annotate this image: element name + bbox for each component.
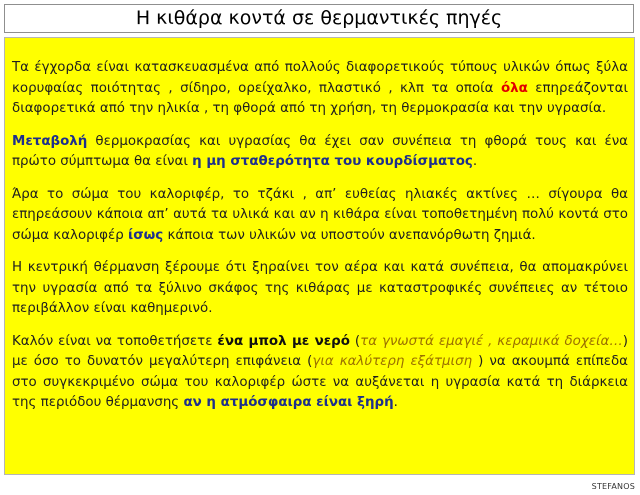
paragraph-materials-text-a: Τα έγχορδα είναι κατασκευασμένα από πολλούς διαφορετικούς τύπους υλικών όπως ξύλα κορυφαίας ποιότητας , σίδηρο, ορείχαλκο, πλαστικό , κλπ τα οποία <box>12 60 628 96</box>
paragraph-bowl-text-d: ) να ακουμπά επίπεδα στο συγκεκριμένο σώμα του καλοριφέρ ώστε να αυξάνεται η υγρασία κατά τη διάρκεια της περιόδου θέρμανσης <box>12 354 628 410</box>
aside-containers: τα γνωστά εμαγιέ , κεραμικά δοχεία… <box>360 333 623 349</box>
paragraph-bowl-text-c: ) με όσο το δυνατόν μεγαλύτερη επιφάνεια ( <box>12 333 628 369</box>
author-signature: STEFANOS <box>591 482 635 491</box>
page-title-text: Η κιθάρα κοντά σε θερμαντικές πηγές <box>135 7 503 29</box>
page-title <box>4 4 634 33</box>
content-panel <box>4 37 635 475</box>
paragraph-heat-text-b: κάποια των υλικών να υποστούν ανεπανόρθωτη ζημιά. <box>163 227 536 243</box>
paragraph-materials <box>12 58 628 120</box>
paragraph-change-text-a: θερμοκρασίας και υγρασίας θα έχει σαν συνέπεια τη φθορά τους και ένα πρώτο σύμπτωμα θα είναι <box>12 133 628 169</box>
paragraph-water-bowl <box>12 332 628 414</box>
aside-evaporation: για καλύτερη εξάτμιση <box>312 354 473 369</box>
highlight-bowl: ένα μπολ με νερό <box>217 333 350 349</box>
highlight-dry-air: αν η ατμόσφαιρα είναι ξηρή <box>183 395 394 410</box>
paragraph-change-text-b: . <box>472 154 478 169</box>
paragraph-central-heating <box>12 258 628 320</box>
paragraph-heat-sources <box>12 185 628 247</box>
paragraph-bowl-text-a: Καλόν είναι να τοποθετήσετε <box>12 333 218 349</box>
highlight-maybe: ίσως <box>128 227 164 243</box>
paragraph-bowl-text-b: ( <box>349 333 361 349</box>
highlight-all: όλα <box>500 80 528 96</box>
highlight-change: Μεταβολή <box>12 133 88 149</box>
paragraph-materials-text-b: επηρεάζονται διαφορετικά από την ηλικία , τη φθορά από τη χρήση, τη θερμοκρασία και την υγρασία. <box>12 80 628 116</box>
paragraph-central-heating-text: Η κεντρική θέρμανση ξέρουμε ότι ξηραίνει τον αέρα και κατά συνέπεια, θα απομακρύνει την υγρασία από τα ξύλινο σκάφος της κιθάρας με καταστροφικές συνέπειες αν τέτοιο περιβάλλον είναι καθημερινό. <box>12 260 628 316</box>
paragraph-heat-text-a: Άρα το σώμα του καλοριφέρ, το τζάκι , απ’ ευθείας ηλιακές ακτίνες … σίγουρα θα επηρεάσουν κάποια απ’ αυτά τα υλικά και αν η κιθάρα είναι τοποθετημένη πολύ κοντά στο σώμα καλοριφέρ <box>12 186 628 243</box>
highlight-tuning: η μη σταθερότητα του κουρδίσματος <box>192 154 473 169</box>
paragraph-change <box>12 132 628 173</box>
paragraph-bowl-text-e: . <box>393 395 398 410</box>
